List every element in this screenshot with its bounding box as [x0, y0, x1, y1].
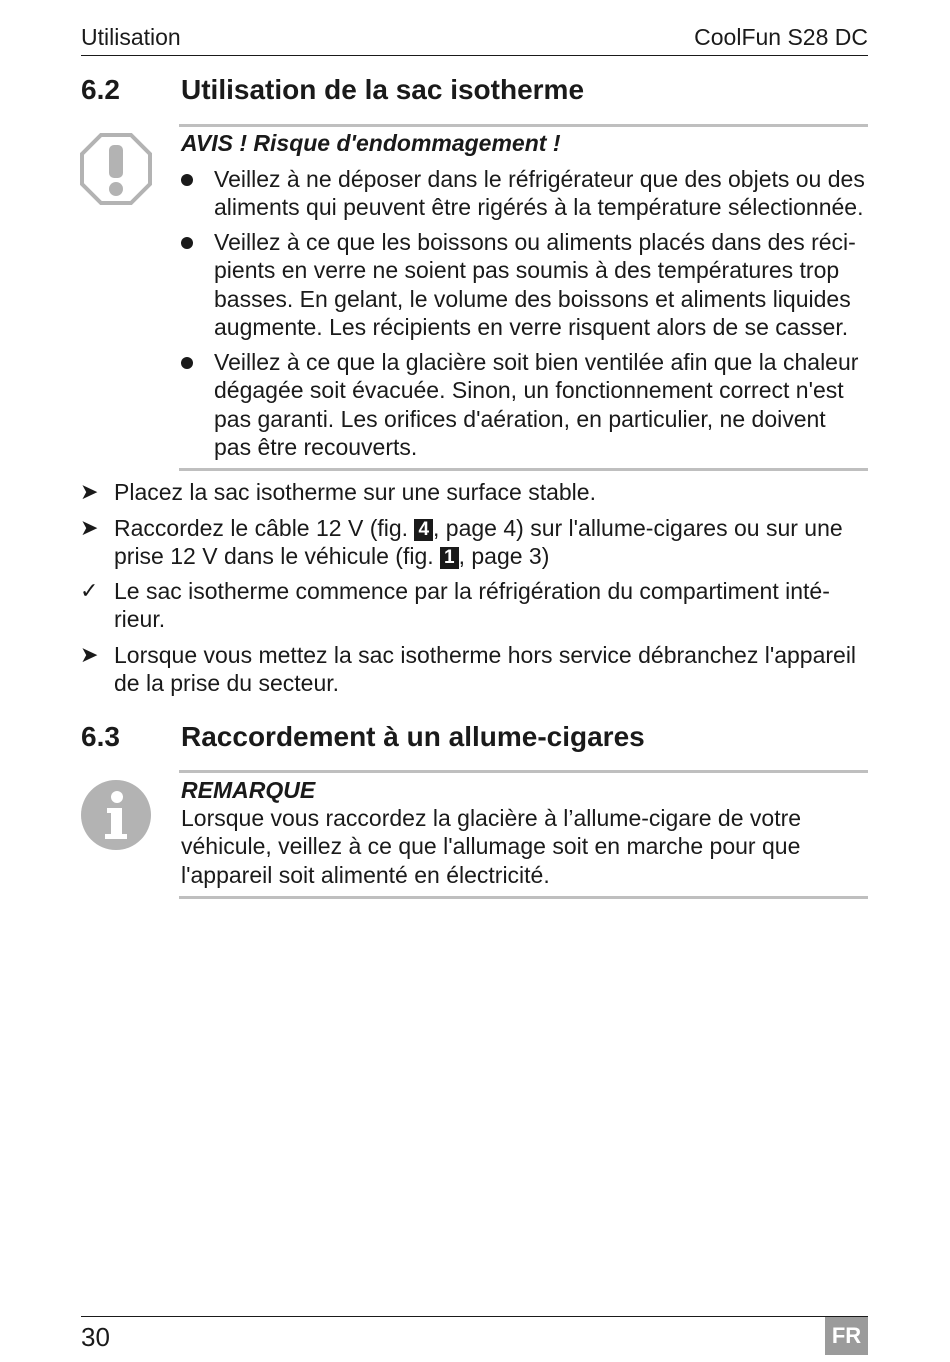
remark-top-rule — [179, 770, 868, 773]
footer-rule — [81, 1316, 868, 1317]
figure-ref-1: 1 — [440, 547, 459, 569]
remark-title: REMARQUE — [181, 777, 316, 803]
section-number: 6.3 — [81, 721, 120, 752]
notice-bullet-2: Veillez à ce que les boissons ou aliments placés dans des réci- pients en verre ne soient pas soumis à des températures trop basses. En gelant, le volume des boissons et aliments liquides augmente. Les récipients en verre risquent alors de se casser. — [214, 229, 856, 340]
remark-text: Lorsque vous raccordez la glacière à l’allume-cigare de votre véhicule, veillez à ce que l'allumage soit en marche pour que l'appareil soit alimenté en électricité. — [181, 805, 802, 888]
notice-bullet-1: Veillez à ne déposer dans le réfrigérateur que des objets ou des aliments qui peuvent être rigérés à la température sélectionnée. — [214, 166, 865, 221]
arrow-step-icon: ➤ — [80, 642, 99, 667]
check-result-icon: ✓ — [80, 578, 99, 603]
page-number: 30 — [81, 1322, 110, 1352]
bullet-dot — [181, 237, 193, 249]
arrow-step-icon: ➤ — [80, 479, 99, 504]
section-title: Raccordement à un allume-cigares — [181, 721, 645, 752]
notice-top-rule — [179, 124, 868, 127]
arrow-step-icon: ➤ — [80, 515, 99, 540]
section-number: 6.2 — [81, 74, 120, 105]
notice-bullet-3: Veillez à ce que la glacière soit bien ventilée afin que la chaleur dégagée soit évacuée. Sinon, un fonctionnement correct n'est pas garanti. Les orifices d'aération, en particulier, ne doivent pas être recouverts. — [214, 349, 859, 460]
step-3-result: Le sac isotherme commence par la réfrigération du compartiment inté- rieur. — [114, 578, 830, 633]
warning-exclamation-icon — [80, 133, 152, 205]
header-product-name: CoolFun S28 DC — [694, 24, 868, 50]
step-4: Lorsque vous mettez la sac isotherme hors service débranchez l'appareil de la prise du secteur. — [114, 642, 857, 697]
remark-bottom-rule — [179, 896, 868, 899]
figure-ref-4: 4 — [414, 519, 433, 541]
bullet-dot — [181, 174, 193, 186]
header-section-name: Utilisation — [81, 24, 181, 50]
step-1: Placez la sac isotherme sur une surface stable. — [114, 479, 596, 505]
step-2: Raccordez le câble 12 V (fig. 4 , page 4) sur l'allume-cigares ou sur une prise 12 V dans le véhicule (fig. 1 , page 3) — [114, 515, 843, 570]
notice-bottom-rule — [179, 468, 868, 471]
language-badge: FR — [825, 1317, 868, 1355]
header-rule — [81, 55, 868, 56]
notice-title: AVIS ! Risque d'endommagement ! — [181, 130, 561, 156]
section-title: Utilisation de la sac isotherme — [181, 74, 585, 105]
bullet-dot — [181, 357, 193, 369]
info-icon — [80, 779, 152, 851]
